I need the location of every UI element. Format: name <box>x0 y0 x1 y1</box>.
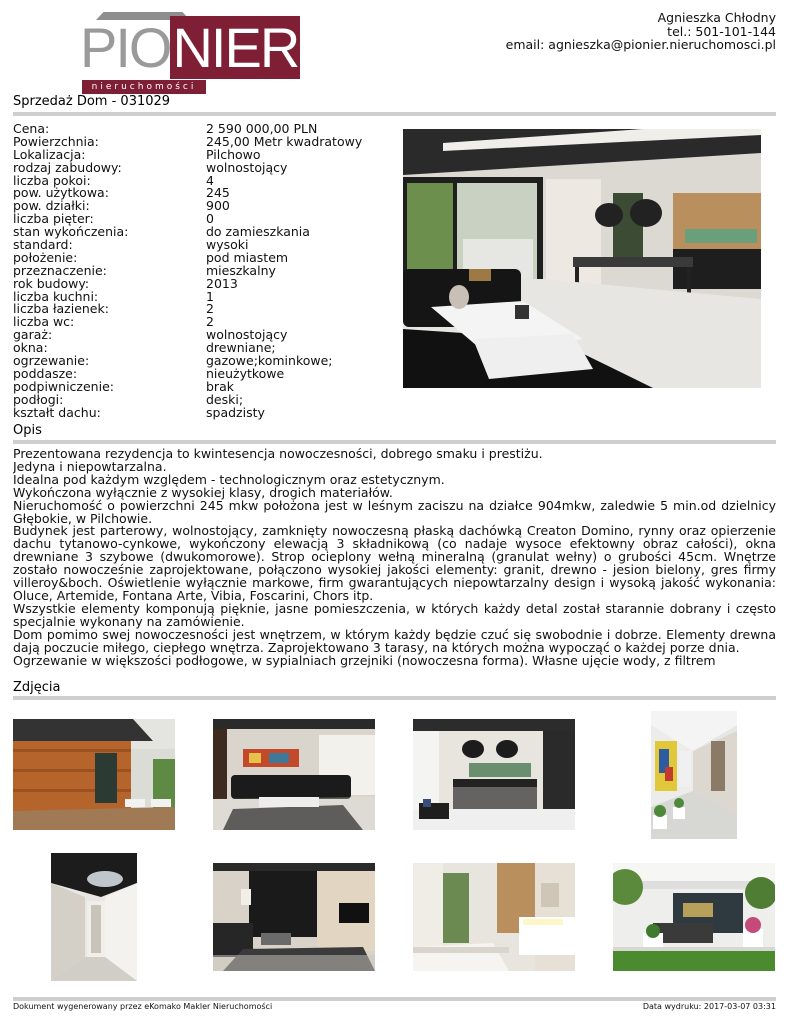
param-label: położenie: <box>13 249 78 265</box>
title-divider <box>13 112 776 116</box>
param-label: liczba łazienek: <box>13 301 109 317</box>
gallery-photo-8[interactable] <box>613 863 775 971</box>
param-label: liczba pięter: <box>13 211 94 227</box>
param-value: 900 <box>206 198 230 214</box>
param-label: standard: <box>13 237 73 253</box>
logo-tagline: nieruchomości <box>82 80 206 94</box>
agent-name: Agnieszka Chłodny <box>657 10 776 25</box>
param-label: garaż: <box>13 327 53 343</box>
param-row <box>13 148 393 161</box>
param-row <box>13 328 393 341</box>
photo-terrace <box>613 863 775 971</box>
gallery-photo-1[interactable] <box>13 719 175 830</box>
param-row <box>13 251 393 264</box>
listing-title: Sprzedaż Dom - 031029 <box>13 94 171 109</box>
param-value: pod miastem <box>206 249 289 265</box>
param-value: wolnostojący <box>206 327 288 343</box>
param-value: drewniane; <box>206 340 276 356</box>
param-value: 2 <box>206 314 214 330</box>
description-paragraph: Wykończona wyłącznie z wysokiej klasy, drogich materiałów. <box>13 484 393 500</box>
param-label: liczba pokoi: <box>13 172 91 188</box>
param-label: kształt dachu: <box>13 404 101 420</box>
param-value: 245,00 Metr kwadratowy <box>206 133 363 149</box>
description-paragraph: Ogrzewanie w większości podłogowe, w sypialniach grzejniki (nowoczesna forma). Własne ujęcie wody, z filtrem <box>13 652 716 668</box>
photo-tv-lounge <box>213 863 375 971</box>
param-value: spadzisty <box>206 404 265 420</box>
param-row <box>13 315 393 328</box>
param-value: gazowe;kominkowe; <box>206 353 333 369</box>
param-label: rodzaj zabudowy: <box>13 159 122 175</box>
description-paragraph: Jedyna i niepowtarzalna. <box>13 458 167 474</box>
gallery-photo-2[interactable] <box>213 719 375 830</box>
footer-divider <box>13 997 776 1001</box>
param-value: brak <box>206 378 234 394</box>
param-row <box>13 264 393 277</box>
agent-contact <box>506 11 776 52</box>
logo-word-part1: PIO <box>80 16 171 79</box>
param-label: Lokalizacja: <box>13 146 86 162</box>
main-photo[interactable] <box>403 129 761 388</box>
agent-phone: tel.: 501-101-144 <box>667 23 776 39</box>
param-row <box>13 406 393 419</box>
param-value: 2 <box>206 301 214 317</box>
photo-dining-kitchen <box>413 719 575 830</box>
param-label: pow. działki: <box>13 198 90 214</box>
param-label: stan wykończenia: <box>13 224 129 240</box>
param-label: poddasze: <box>13 365 78 381</box>
photo-corridor-skylight <box>51 853 137 981</box>
logo-word-part2: NIER <box>172 16 299 79</box>
photo-house-exterior <box>13 719 175 830</box>
param-label: ogrzewanie: <box>13 353 90 369</box>
description-paragraph: Dom pomimo swej nowoczesności jest wnętrzem, w którym każdy będzie czuć się swobodnie i dobrze. Elementy drewna dają poczucie miłego, ciepłego wnętrza. Zaprojektowano 3 tarasy, na których można wypocząć o każdej porze dnia. <box>13 626 776 655</box>
property-parameters <box>13 122 393 418</box>
param-value: do zamieszkania <box>206 224 310 240</box>
param-value: deski; <box>206 391 244 407</box>
param-label: okna: <box>13 340 48 356</box>
param-value: wysoki <box>206 237 249 253</box>
param-label: Cena: <box>13 121 50 136</box>
photo-hallway-art <box>651 711 737 839</box>
param-label: rok budowy: <box>13 275 90 291</box>
param-row <box>13 380 393 393</box>
param-value: mieszkalny <box>206 262 276 278</box>
param-row <box>13 367 393 380</box>
agent-email[interactable]: email: agnieszka@pionier.nieruchomosci.pl <box>505 37 776 52</box>
param-row <box>13 122 393 135</box>
description-text <box>13 448 776 680</box>
photos-divider <box>13 696 776 700</box>
photos-heading: Zdjęcia <box>13 680 61 695</box>
gallery-photo-7[interactable] <box>413 863 575 971</box>
company-logo <box>80 12 299 92</box>
photo-bedroom <box>413 863 575 971</box>
gallery-photo-5[interactable] <box>51 853 137 981</box>
param-label: podpiwniczenie: <box>13 378 114 394</box>
param-row <box>13 277 393 290</box>
logo-wordmark <box>80 16 299 79</box>
description-heading: Opis <box>13 423 42 438</box>
description-paragraph: Prezentowana rezydencja to kwintesencja nowoczesności, dobrego smaku i prestiżu. <box>13 448 543 461</box>
param-label: przeznaczenie: <box>13 262 107 278</box>
param-value: nieużytkowe <box>206 365 285 381</box>
footer-print-date: Data wydruku: 2017-03-07 03:31 <box>642 1002 776 1011</box>
gallery-photo-6[interactable] <box>213 863 375 971</box>
param-label: podłogi: <box>13 391 64 407</box>
param-label: liczba wc: <box>13 314 75 330</box>
description-paragraph: Idealna pod każdym względem - technologicznym oraz estetycznym. <box>13 471 445 487</box>
main-photo-image <box>403 129 761 388</box>
param-value: 0 <box>206 211 214 227</box>
param-label: pow. użytkowa: <box>13 185 109 201</box>
param-value: 2 590 000,00 PLN <box>206 121 318 136</box>
param-value: wolnostojący <box>206 159 288 175</box>
param-value: 4 <box>206 172 214 188</box>
description-paragraph: Nieruchomość o powierzchni 245 mkw położona jest w leśnym zaciszu na działce 904mkw, zaledwie 5 min.od dzielnicy Głębokie, w Pilchowie. <box>13 497 776 526</box>
param-label: Powierzchnia: <box>13 133 99 149</box>
param-value: 1 <box>206 288 214 304</box>
gallery-photo-3[interactable] <box>413 719 575 830</box>
photo-living-room <box>213 719 375 830</box>
description-divider <box>13 440 776 444</box>
param-row <box>13 161 393 174</box>
param-row <box>13 354 393 367</box>
param-label: liczba kuchni: <box>13 288 99 304</box>
param-value: 245 <box>206 185 230 201</box>
footer-generator-note: Dokument wygenerowany przez eKomako Makler Nieruchomości <box>13 1002 273 1011</box>
description-paragraph: Budynek jest parterowy, wolnostojący, zamknięty nowoczesną płaską dachówką Creaton Domino, rynny oraz opierzenie dachu tytanowo-cynkowe, wykończony elewacją 3 składnikową (co nadaje wysoce efektowny obraz całości), okna drewniane 3 szybowe (dwukomorowe). Strop ocieplony wełną mineralną (granulat wełny) o grubości 45cm. Wnętrze zostało nowocześnie zaprojektowane, połączono wysokiej jakości elementy: granit, drewno - jesion bielony, gres firmy villeroy&boch. Oświetlenie wyłącznie markowe, firm gwarantujących niepowtarzalny design i wysoką jakość wykonania: Oluce, Artemide, Fontana Arte, Vibia, Foscarini, Chors itp. <box>13 523 776 603</box>
description-paragraph: Wszystkie elementy komponują pięknie, jasne pomieszczenia, w których każdy detal został starannie dobrany i często specjalnie wykonany na zamówienie. <box>13 600 776 629</box>
param-row <box>13 135 393 148</box>
param-value: Pilchowo <box>206 146 261 162</box>
gallery-photo-4[interactable] <box>651 711 737 839</box>
param-value: 2013 <box>206 275 238 291</box>
param-row <box>13 238 393 251</box>
param-row <box>13 393 393 406</box>
